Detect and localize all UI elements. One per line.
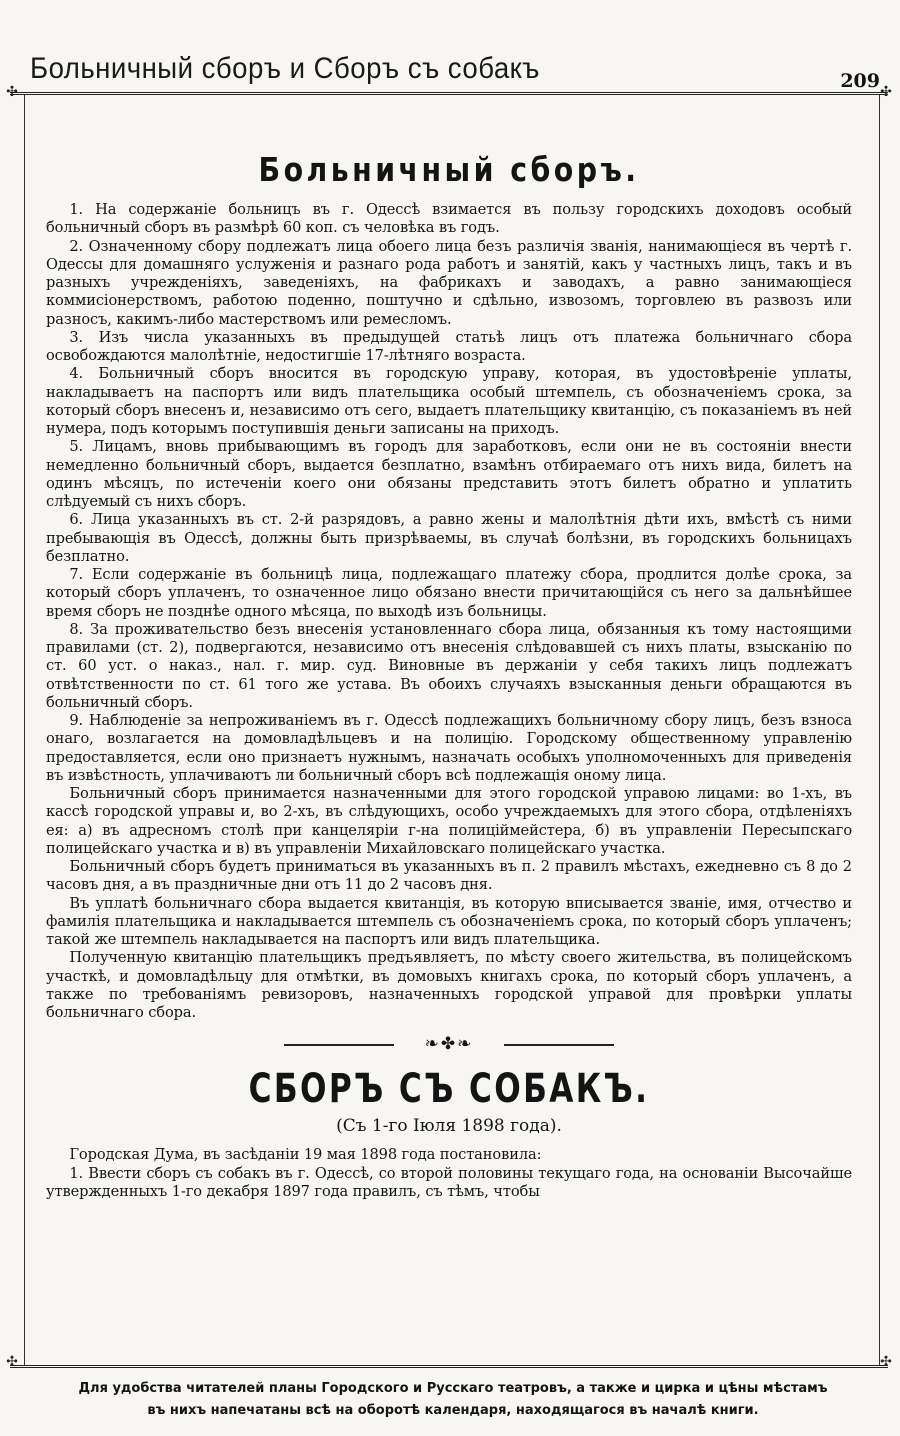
- divider-rule: [284, 1044, 394, 1046]
- hospital-fee-body: [46, 201, 852, 1022]
- running-title: Больничный сборъ и Сборъ съ собакъ: [30, 52, 540, 85]
- paragraph: 2. Означенному сбору подлежатъ лица обоего лица безъ различія званія, нанимающіеся въ чертѣ г. Одессы для домашняго услуженія и разнаго рода работъ и занятій, какъ у частныхъ лицъ, такъ и въ разныхъ учрежденіяхъ, заведеніяхъ, на фабрикахъ и заводахъ, а равно занимающіеся коммисіонерствомъ, работою поденно, поштучно и сдѣльно, извозомъ, торговлею въ развозъ или разносъ, какимъ-либо мастерствомъ или ремесломъ.: [46, 237, 852, 328]
- corner-ornament-icon: ✣: [880, 84, 892, 100]
- paragraph: 6. Лица указанныхъ въ ст. 2-й разрядовъ, а равно жены и малолѣтнія дѣти ихъ, вмѣстѣ съ ними пребывающія въ Одессѣ, должны быть призрѣваемы, въ случаѣ болѣзни, въ городскихъ больницахъ безплатно.: [46, 511, 852, 565]
- frame-left-rule: [24, 95, 25, 1365]
- divider-rule: [504, 1044, 614, 1046]
- corner-ornament-icon: ✣: [6, 1354, 18, 1370]
- footer-line: въ нихъ напечатаны всѣ на оборотѣ календаря, находящагося въ началѣ книги.: [147, 1403, 759, 1418]
- paragraph: 1. Ввести сборъ съ собакъ въ г. Одессѣ, со второй половины текущаго года, на основаніи Высочайше утвержденныхъ 1-го декабря 1897 года правилъ, съ тѣмъ, чтобы: [46, 1164, 852, 1200]
- section-divider: [284, 1036, 614, 1054]
- paragraph: Полученную квитанцію плательщикъ предъявляетъ, по мѣсту своего жительства, въ полицейскомъ участкѣ, и домовладѣльцу для отмѣтки, въ домовыхъ книгахъ срока, по который сборъ уплаченъ, а также по требованіямъ ревизоровъ, назначенныхъ городской управой для провѣрки уплаты больничнаго сбора.: [46, 949, 852, 1021]
- dog-fee-body: [46, 1146, 852, 1201]
- frame-right-rule: [879, 95, 880, 1365]
- paragraph: Больничный сборъ принимается назначенными для этого городской управою лицами: во 1-хъ, въ кассѣ городской управы и, во 2-хъ, въ слѣдующихъ, особо учреждаемыхъ для этого сбора, отдѣленіяхъ ея: а) въ адресномъ столѣ при канцеляріи г-на полиціймейстера, б) въ управленіи Пересыпскаго полицейскаго участка и в) въ управленіи Михайловскаго полицейскаго участка.: [46, 785, 852, 857]
- footer-line: Для удобства читателей планы Городского и Русскаго театровъ, а также и цирка и цѣны мѣстамъ: [78, 1381, 828, 1396]
- page-number: 209: [840, 70, 880, 92]
- paragraph: 7. Если содержаніе въ больницѣ лица, подлежащаго платежу сбора, продлится долѣе срока, за который сборъ уплаченъ, то означенное лицо обязано внести причитающійся съ него за дальнѣйшее время сборъ не позднѣе одного мѣсяца, по выходѣ изъ больницы.: [46, 566, 852, 620]
- paragraph: Городская Дума, въ засѣданіи 19 мая 1898 года постановила:: [69, 1146, 542, 1164]
- paragraph: 4. Больничный сборъ вносится въ городскую управу, которая, въ удостовѣреніе уплаты, накладываетъ на паспортъ или видъ плательщика особый штемпель, съ обозначеніемъ срока, за который сборъ внесенъ и, независимо отъ сего, выдаетъ плательщику квитанцію, съ показаніемъ въ ней нумера, подъ которымъ поступившія деньги записаны на приходъ.: [46, 365, 852, 437]
- footer-notice: [38, 1378, 868, 1422]
- paragraph: Больничный сборъ будетъ приниматься въ указанныхъ въ п. 2 правилъ мѣстахъ, ежедневно съ 8 до 2 часовъ дня, а въ праздничные дни отъ 11 до 2 часовъ дня.: [46, 858, 852, 894]
- paragraph: 8. За проживательство безъ внесенія установленнаго сбора лица, обязанныя къ тому настоящими правилами (ст. 2), подвергаются, независимо отъ внесенія слѣдовавшей съ нихъ платы, взысканію по ст. 60 уст. о наказ., нал. г. мир. суд. Виновные въ держаніи у себя такихъ лицъ подлежатъ отвѣтственности по ст. 61 того же устава. Въ обоихъ случаяхъ взысканныя деньги обращаются въ больничный сборъ.: [46, 620, 852, 711]
- section-subtitle: (Съ 1-го Іюля 1898 года).: [336, 1116, 562, 1137]
- paragraph: 1. На содержаніе больницъ въ г. Одессѣ взимается въ пользу городскихъ доходовъ особый больничный сборъ въ размѣрѣ 60 коп. съ человѣка въ годъ.: [46, 201, 852, 237]
- section-title-dog-fee: СБОРЪ СЪ СОБАКЪ.: [248, 1066, 650, 1113]
- corner-ornament-icon: ✣: [6, 84, 18, 100]
- page-header: [30, 52, 880, 92]
- section-title-hospital-fee: Больничный сборъ.: [258, 150, 640, 189]
- paragraph: Въ уплатѣ больничнаго сбора выдается квитанція, въ которую вписывается званіе, имя, отчество и фамилія плательщика и накладывается штемпель съ обозначеніемъ срока, по который сборъ уплаченъ; такой же штемпель накладывается на паспортъ или видъ плательщика.: [46, 894, 852, 948]
- paragraph: 9. Наблюденіе за непроживаніемъ въ г. Одессѣ подлежащихъ больничному сбору лицъ, безъ взноса онаго, возлагается на домовладѣльцевъ и на полицію. Городскому общественному управленію предоставляется, если оно признаетъ нужнымъ, назначать особыхъ уполномоченныхъ для приведенія въ извѣстность, уплачиваютъ ли больничный сборъ всѣ подлежащія оному лица.: [46, 712, 852, 784]
- paragraph: 3. Изъ числа указанныхъ въ предыдущей статьѣ лицъ отъ платежа больничнаго сбора освобождаются малолѣтніе, недостигшіе 17-лѣтняго возраста.: [46, 328, 852, 364]
- corner-ornament-icon: ✣: [880, 1354, 892, 1370]
- divider-ornament-icon: ❧✤❧: [424, 1034, 474, 1055]
- paragraph: 5. Лицамъ, вновь прибывающимъ въ городъ для заработковъ, если они не въ состояніи внести немедленно больничный сборъ, выдается безплатно, взамѣнъ отбираемаго отъ нихъ вида, билетъ на одинъ мѣсяцъ, по истеченіи коего они обязаны представить этотъ билетъ обратно и уплатить слѣдуемый съ нихъ сборъ.: [46, 438, 852, 510]
- main-content: [46, 150, 852, 1201]
